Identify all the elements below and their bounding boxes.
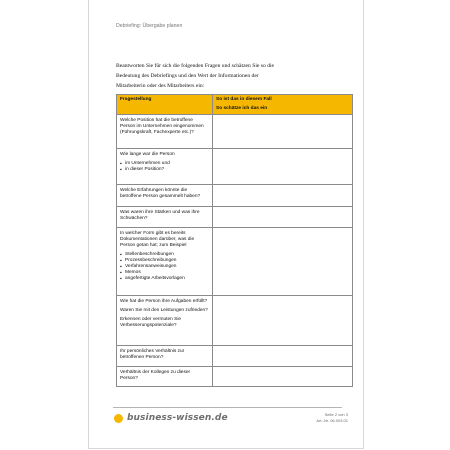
question-cell [117,296,213,346]
question-cell: Ihr persönliches Verhältnis zur betroffenen Person? [117,346,213,367]
table-row [117,228,353,296]
answer-cell[interactable] [213,346,353,367]
question-text: Wie lange war die Person [120,152,175,157]
bullet-item: ▪ Memos [120,270,209,276]
intro-line: Beantworten Sie für sich die folgenden Fragen und schätzen Sie so die [116,63,274,69]
question-text: Waren Sie mit den Leistungen zufrieden? [120,308,208,313]
column-header-line: So schätze ich das ein [216,106,268,111]
answer-cell[interactable] [213,149,353,185]
table-row [117,367,353,387]
table-row [117,185,353,207]
answer-cell[interactable] [213,228,353,296]
bullet-item: ▪ im Unternehmen und [120,161,209,167]
answer-cell[interactable] [213,115,353,149]
bullet-list [120,252,209,282]
question-cell: Was waren ihre Stärken und was ihre Schwächen? [117,207,213,228]
question-cell [117,228,213,296]
column-header-line: So ist das in diesem Fall [216,97,272,102]
answer-cell[interactable] [213,367,353,387]
intro-line: Mitarbeiterin oder des Mitarbeiters ein: [116,83,205,90]
question-text: In welcher Form gibt es bereits Dokumentationen darüber, was die Person getan hat; zum Beispiel [120,231,195,248]
question-cell: Welche Position hat die betroffene Person im Unternehmen eingenommen (Führungskraft, Fachexperte etc.)? [117,115,213,149]
document-title: Debriefing: Übergabe planen [116,23,183,29]
bullet-item: ▪ Prozessbeschreibungen [120,258,209,264]
logo-text: business-wissen.de [127,413,228,423]
footer-divider [113,407,342,408]
column-header-question: Fragestellung [117,95,213,115]
page-info [316,412,348,423]
question-cell: Welche Erfahrungen könnte die betroffene Person gesammelt haben? [117,185,213,207]
intro-line: Bedeutung des Debriefings und den Wert der Informationen der [116,73,259,80]
table-header-row [117,95,353,115]
page-number: Seite 2 von 3 [324,412,348,417]
assessment-table [116,94,353,387]
table-row [117,207,353,228]
intro-paragraph [116,61,351,92]
bullet-list [120,161,209,173]
bullet-item: ▪ angefertigte Arbeitsvorlagen [120,276,209,282]
table-row [117,115,353,149]
question-cell [117,149,213,185]
table-row [117,296,353,346]
bullet-item: ▪ in dieser Position? [120,167,209,173]
article-number: Art.-Nr. 06.003.01 [316,417,348,423]
question-text: Wie hat die Person ihre Aufgaben erfüllt? [120,299,208,304]
answer-cell[interactable] [213,207,353,228]
bullet-item: ▪ Stellenbeschreibungen [120,252,209,258]
question-text: Erkennen oder vermuten Sie Verbesserungspotenziale? [120,317,182,328]
answer-cell[interactable] [213,296,353,346]
question-cell: Verhältnis der Kollegen zu dieser Person? [117,367,213,387]
bullet-item: ▪ Verfahrensanweisungen [120,264,209,270]
table-row [117,346,353,367]
column-header-assessment [213,95,353,115]
answer-cell[interactable] [213,185,353,207]
logo-dot-icon [114,414,123,423]
brand-logo [114,413,228,423]
table-row [117,149,353,185]
document-page [88,0,364,449]
